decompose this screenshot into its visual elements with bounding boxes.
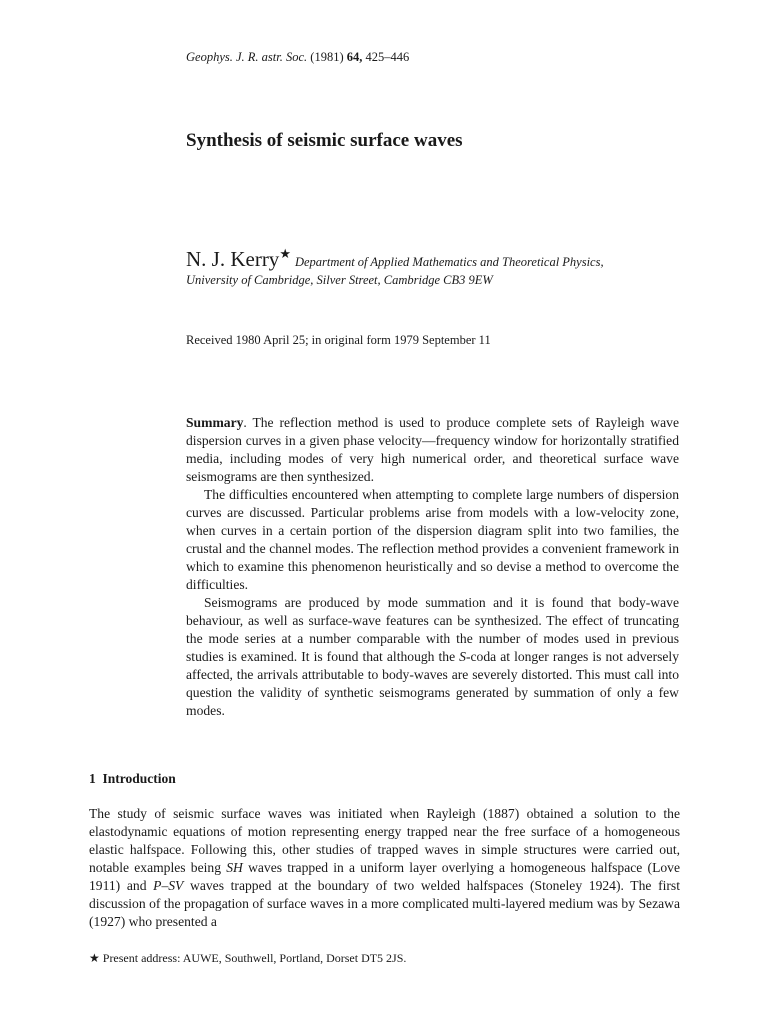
- footnote-marker: ★: [89, 951, 100, 965]
- paper-title: Synthesis of seismic surface waves: [186, 130, 463, 151]
- summary-paragraph-2: The difficulties encountered when attempting to complete large numbers of dispersion curves are discussed. Particular problems arise from models with a low-velocity zone, when curves in a certain portion of the dispersion diagram split into two families, the crustal and the channel modes. The reflection method provides a convenient framework in which to examine this phenomenon heuristically and so devise a method to overcome the difficulties.: [186, 487, 679, 592]
- journal-name: Geophys. J. R. astr. Soc.: [186, 50, 308, 64]
- journal-citation: [186, 50, 409, 65]
- footnote-star-icon: ★: [279, 246, 291, 261]
- received-date: Received 1980 April 25; in original form 1979 September 11: [186, 333, 491, 347]
- journal-volume: 64,: [346, 50, 363, 64]
- summary-paragraph-3: Seismograms are produced by mode summation and it is found that body-wave behaviour, as well as surface-wave features can be synthesized. The effect of truncating the mode series at a number comparable with the number of modes used in previous studies is examined. It is found that although the S-coda at longer ranges is not adversely affected, the arrivals attributable to body-waves are severely distorted. This must call into question the validity of synthetic seismograms generated by summation of only a few modes.: [186, 595, 679, 718]
- author-name: N. J. Kerry: [186, 247, 280, 271]
- intro-paragraph: The study of seismic surface waves was initiated when Rayleigh (1887) obtained a solution to the elastodynamic equations of motion representing energy trapped near the free surface of a homogeneous elastic halfspace. Following this, other studies of trapped waves in simple structures were carried out, notable examples being SH waves trapped in a uniform layer overlying a homogeneous halfspace (Love 1911) and P–SV waves trapped at the boundary of two welded halfspaces (Stoneley 1924). The first discussion of the propagation of surface waves in a more complicated multi-layered medium was by Sezawa (1927) who presented a: [89, 806, 680, 929]
- section-title: Introduction: [102, 771, 176, 786]
- summary-label: Summary: [186, 415, 244, 430]
- affiliation-line1: Department of Applied Mathematics and Theoretical Physics,: [294, 255, 604, 269]
- journal-year: (1981): [310, 50, 344, 64]
- footnote: [89, 951, 406, 966]
- footnote-text: Present address: AUWE, Southwell, Portland, Dorset DT5 2JS.: [99, 951, 407, 965]
- journal-pages: 425–446: [365, 50, 410, 64]
- affiliation-line2: University of Cambridge, Silver Street, Cambridge CB3 9EW: [186, 273, 493, 287]
- summary-paragraph-1: Summary. The reflection method is used to produce complete sets of Rayleigh wave dispersion curves in a given phase velocity—frequency window for horizontally stratified media, including modes of very high numerical order, and theoretical surface wave seismograms are then synthesized.: [186, 415, 679, 484]
- section-heading: [89, 771, 176, 787]
- section-number: 1: [89, 771, 96, 786]
- summary-block: [186, 414, 679, 720]
- author-line: [186, 247, 706, 272]
